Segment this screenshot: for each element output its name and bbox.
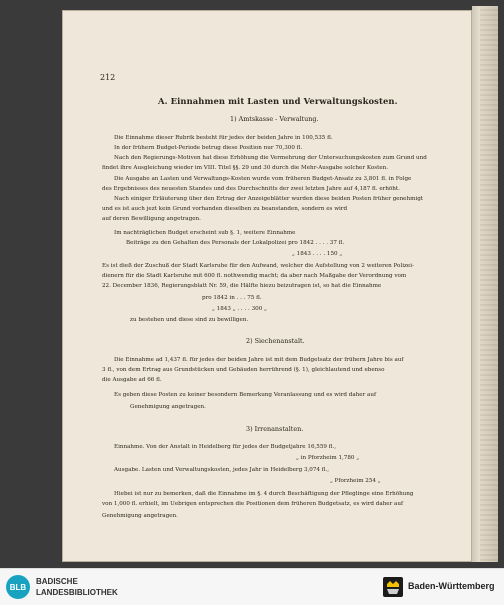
text-line: findet ihre Ausgleichung wieder im VIII. Titel §§. 29 und 30 durch die Mehr-Ausgabe solcher Kosten. [102,165,389,171]
state-crest-icon [382,576,404,598]
text-line: 22. December 1836, Regierungsblatt Nr. 59, die Hälfte hiezu beizutragen ist, so hat die Einnahme [102,283,382,289]
text-line: Beiträge zu den Gehalten des Personals der Lokalpolizei pro 1842 . . . . 37 fl. [126,240,345,246]
text-line: „ 1843 „ . . . . 300 „ [212,306,267,312]
book-spine-texture [480,6,498,562]
text-line: In der frühern Budget-Periode betrug diese Position nur 70,300 fl. [114,145,303,151]
text-line: dienern für die Stadt Karlsruhe mit 600 fl. nothwendig macht; da aber nach Maßgabe der Verordnung vom [102,273,407,279]
text-line: Genehmigung angetragen. [102,513,178,519]
text-line: „ in Pforzheim 1,780 „ [296,455,360,461]
section-title: A. Einnahmen mit Lasten und Verwaltungskosten. [158,96,398,106]
text-line: Ausgabe. Lasten und Verwaltungskosten, jedes Jahr in Heidelberg 3,074 fl., [114,467,330,473]
subsection-heading-3: 3) Irrenanstalten. [246,425,304,433]
text-line: des Ergebnisses des neuesten Standes und des Durchschnitts der zwei letzten Jahre auf 4,187 fl. erhöht. [102,186,400,192]
library-name[interactable] [36,576,118,598]
subsection-heading-1: 1) Amtskasse - Verwaltung. [230,115,319,123]
text-line: Genehmigung angetragen. [130,404,206,410]
text-line: zu bestehen und diese sind zu bewilligen. [130,317,249,323]
text-line: Nach den Regierungs-Motiven hat diese Erhöhung die Vermehrung der Untersuchungskosten zum Grund und [114,155,427,161]
footer-bar [0,568,504,605]
text-line: „ 1843 . . . . 150 „ [292,251,343,257]
text-line: Es geben diese Posten zu keiner besondern Bemerkung Veranlassung und es wird daher auf [114,392,377,398]
text-line: 3 fl., von dem Ertrag aus Grundstücken und Gebäuden herrührend (§. 1), gleichlautend und ebenso [102,367,385,373]
text-line: Es ist dieß der Zuschuß der Stadt Karlsruhe für den Aufwand, welcher die Aufstellung von 2 weiteren Polizei- [102,263,414,269]
text-line: und es ist auch jezt kein Grund vorhanden dieselben zu beanstanden, sondern es wird [102,206,348,212]
text-line: Die Einnahme ad 1,437 fl. für jedes der beiden Jahre ist mit dem Budgetsatz der frühern Jahre bis auf [114,357,404,363]
library-name-line-2: LANDESBIBLIOTHEK [36,588,118,597]
text-line: Die Ausgabe an Lasten und Verwaltungs-Kosten wurde vom früheren Budget-Ansatz zu 3,801 fl. in Folge [114,176,412,182]
library-logo[interactable] [6,575,30,599]
subsection-heading-2: 2) Siechenanstalt. [246,337,305,345]
text-line: von 1,000 fl. erhielt, im Uebrigen entsprechen die Positionen dem früheren Budgetsatz, es wird daher auf [102,501,404,507]
state-name[interactable]: Baden-Württemberg [408,581,495,591]
text-line: Die Einnahme dieser Rubrik besteht für jedes der beiden Jahre in 100,535 fl. [114,135,333,141]
library-badge-text: BLB [9,582,27,592]
text-line: die Ausgabe ad 66 fl. [102,377,162,383]
page-number: 212 [100,73,116,82]
text-line: „ Pforzheim 254 „ [330,478,381,484]
text-line: Einnahme. Von der Anstalt in Heidelberg für jedes der Budgetjahre 16,559 fl., [114,444,337,450]
text-line: Nach einiger Erläuterung über den Ertrag der Anzeigeblätter wurden diese beiden Posten früher genehmigt [114,196,424,202]
text-line: Hiebei ist nur zu bemerken, daß die Einnahme im §. 4 durch Beschäftigung der Pfleglinge eine Erhöhung [114,491,414,497]
book-page [62,10,472,562]
text-line: auf deren Bewilligung angetragen. [102,216,201,222]
text-line: Im nachträglichen Budget erscheint sub §. 1, weitere Einnahme [114,230,296,236]
library-name-line-1: BADISCHE [36,577,78,586]
text-line: pro 1842 in . . . 75 fl. [202,295,262,301]
